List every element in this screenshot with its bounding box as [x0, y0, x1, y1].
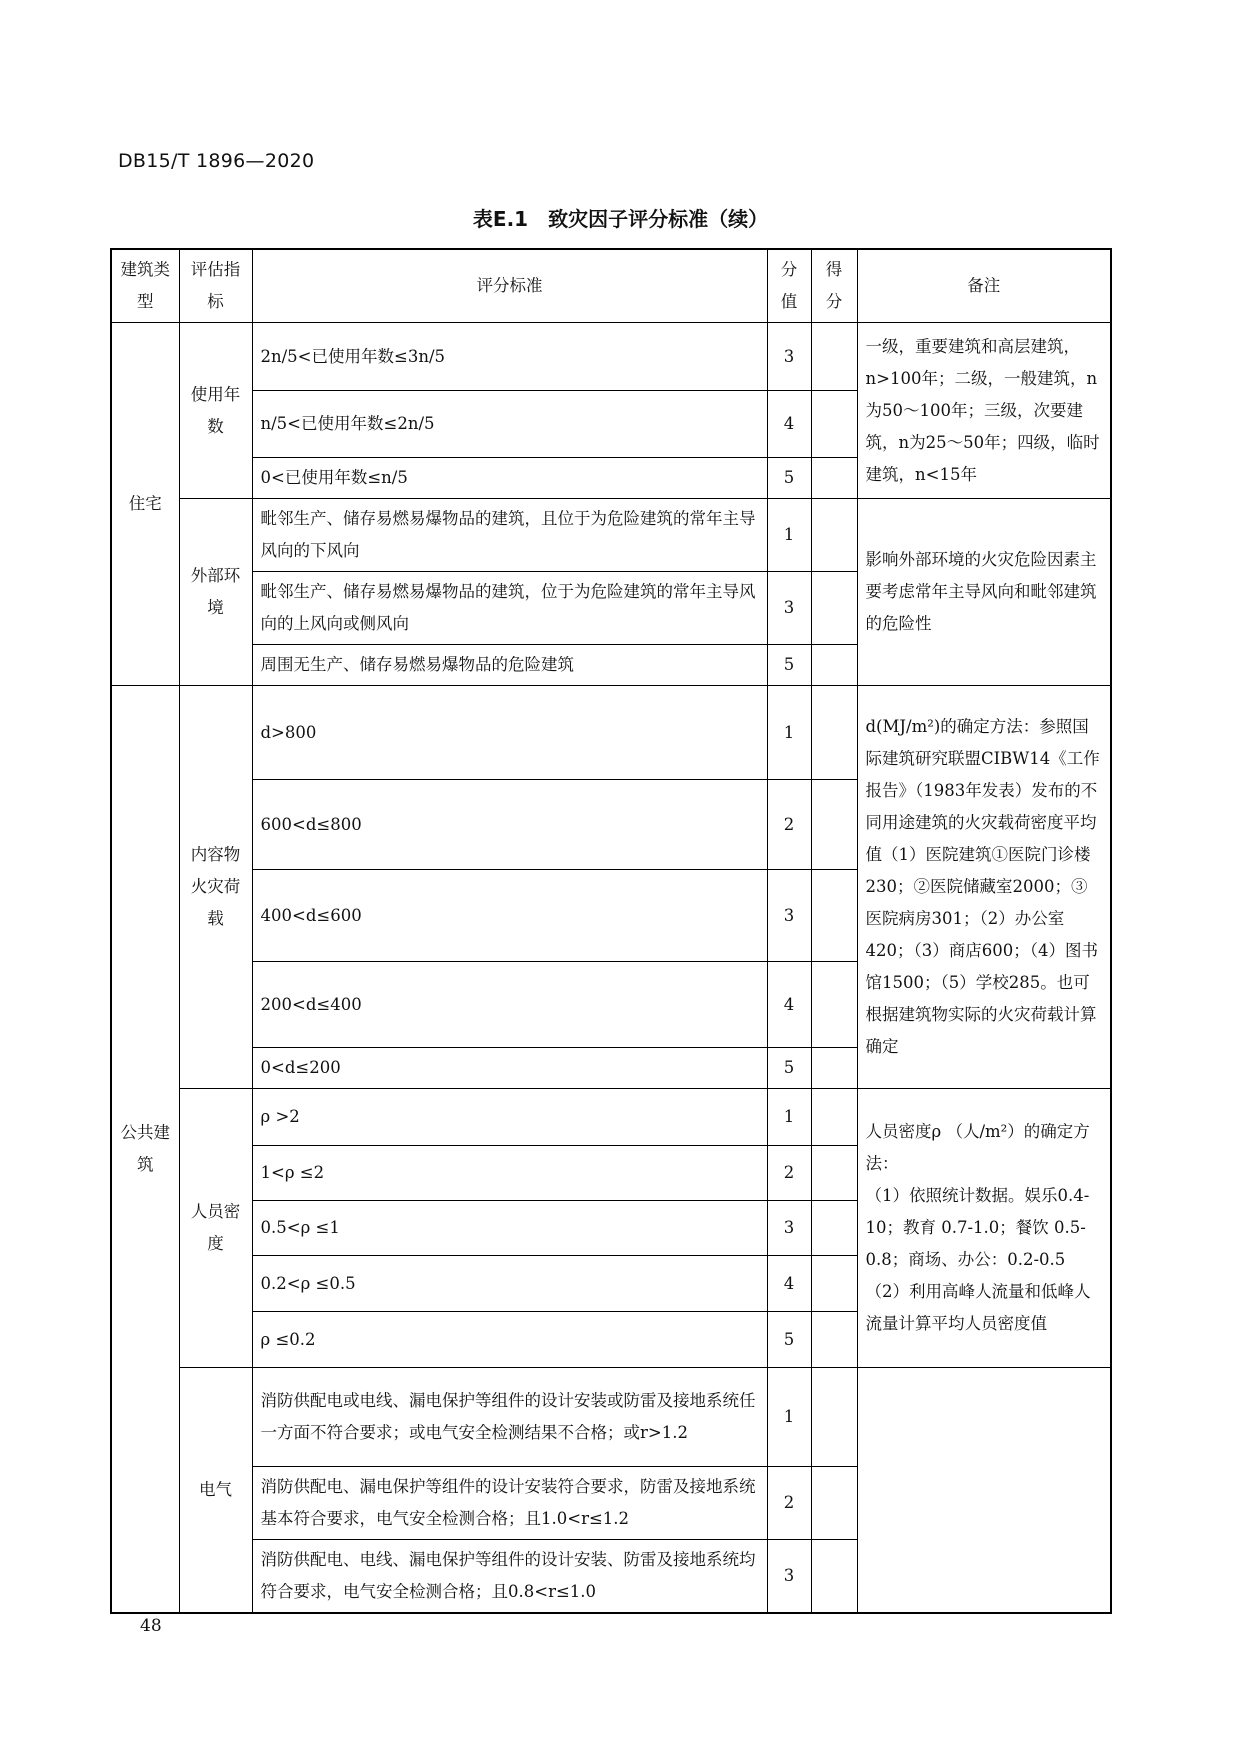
table-row	[111, 499, 1111, 572]
score-obtained-cell[interactable]	[811, 1201, 857, 1256]
remark-cell: 一级，重要建筑和高层建筑，n>100年；二级，一般建筑，n为50～100年；三级，次要建筑，n为25～50年；四级，临时建筑，n<15年	[857, 323, 1111, 499]
score-value-cell: 5	[767, 645, 811, 686]
score-value-cell: 3	[767, 870, 811, 962]
score-obtained-cell[interactable]	[811, 962, 857, 1048]
indicator-cell: 外部环境	[179, 499, 252, 686]
header-remarks: 备注	[857, 249, 1111, 323]
criteria-cell: 消防供配电、电线、漏电保护等组件的设计安装、防雷及接地系统均符合要求，电气安全检测合格；且0.8<r≤1.0	[252, 1540, 767, 1614]
document-code: DB15/T 1896—2020	[118, 150, 315, 172]
remark-line: （2）利用高峰人流量和低峰人流量计算平均人员密度值	[865, 1282, 1091, 1333]
score-obtained-cell[interactable]	[811, 1146, 857, 1201]
score-value-cell: 1	[767, 499, 811, 572]
indicator-cell: 人员密度	[179, 1089, 252, 1368]
table-row	[111, 323, 1111, 391]
table-row	[111, 686, 1111, 780]
table-title: 表E.1 致灾因子评分标准（续）	[472, 207, 769, 231]
remark-cell	[857, 1368, 1111, 1614]
criteria-cell: 消防供配电、漏电保护等组件的设计安装符合要求，防雷及接地系统基本符合要求，电气安全检测合格；且1.0<r≤1.2	[252, 1467, 767, 1540]
score-value-cell: 2	[767, 1467, 811, 1540]
table-row	[111, 1089, 1111, 1146]
score-value-cell: 5	[767, 1312, 811, 1368]
score-obtained-cell[interactable]	[811, 870, 857, 962]
score-value-cell: 3	[767, 323, 811, 391]
score-value-cell: 3	[767, 572, 811, 645]
header-indicator: 评估指标	[179, 249, 252, 323]
criteria-cell: n/5<已使用年数≤2n/5	[252, 391, 767, 458]
criteria-cell: 0<已使用年数≤n/5	[252, 458, 767, 499]
criteria-cell: 400<d≤600	[252, 870, 767, 962]
score-obtained-cell[interactable]	[811, 572, 857, 645]
remark-cell: 影响外部环境的火灾危险因素主要考虑常年主导风向和毗邻建筑的危险性	[857, 499, 1111, 686]
score-obtained-cell[interactable]	[811, 458, 857, 499]
header-row	[111, 249, 1111, 323]
remark-line: 人员密度ρ （人/m²）的确定方法：	[865, 1122, 1090, 1173]
remark-cell	[857, 1089, 1111, 1368]
score-value-cell: 5	[767, 458, 811, 499]
score-obtained-cell[interactable]	[811, 499, 857, 572]
score-obtained-cell[interactable]	[811, 645, 857, 686]
score-obtained-cell[interactable]	[811, 1368, 857, 1467]
header-score-value: 分值	[767, 249, 811, 323]
score-value-cell: 1	[767, 686, 811, 780]
score-obtained-cell[interactable]	[811, 1312, 857, 1368]
score-value-cell: 2	[767, 1146, 811, 1201]
criteria-cell: 消防供配电或电线、漏电保护等组件的设计安装或防雷及接地系统任一方面不符合要求；或电气安全检测结果不合格；或r>1.2	[252, 1368, 767, 1467]
score-obtained-cell[interactable]	[811, 1089, 857, 1146]
score-obtained-cell[interactable]	[811, 1048, 857, 1089]
building-type-cell: 公共建筑	[111, 686, 179, 1614]
score-value-cell: 3	[767, 1201, 811, 1256]
criteria-cell: 600<d≤800	[252, 780, 767, 870]
score-obtained-cell[interactable]	[811, 1467, 857, 1540]
scoring-table	[110, 248, 1112, 1614]
criteria-cell: 1<ρ ≤2	[252, 1146, 767, 1201]
criteria-cell: 毗邻生产、储存易燃易爆物品的建筑，且位于为危险建筑的常年主导风向的下风向	[252, 499, 767, 572]
score-obtained-cell[interactable]	[811, 1256, 857, 1312]
score-obtained-cell[interactable]	[811, 323, 857, 391]
score-value-cell: 1	[767, 1368, 811, 1467]
score-value-cell: 5	[767, 1048, 811, 1089]
criteria-cell: ρ >2	[252, 1089, 767, 1146]
score-value-cell: 3	[767, 1540, 811, 1614]
indicator-cell: 使用年数	[179, 323, 252, 499]
score-value-cell: 4	[767, 1256, 811, 1312]
header-criteria: 评分标准	[252, 249, 767, 323]
criteria-cell: d>800	[252, 686, 767, 780]
criteria-cell: 0.5<ρ ≤1	[252, 1201, 767, 1256]
remark-cell: d(MJ/m²)的确定方法：参照国际建筑研究联盟CIBW14《工作报告》（1983年发表）发布的不同用途建筑的火灾载荷密度平均值（1）医院建筑①医院门诊楼230；②医院储藏室2000；③医院病房301；（2）办公室420；（3）商店600；（4）图书馆1500；（5）学校285。也可根据建筑物实际的火灾荷载计算确定	[857, 686, 1111, 1089]
header-building-type: 建筑类型	[111, 249, 179, 323]
remark-line: （1）依照统计数据。娱乐0.4-10；教育 0.7-1.0；餐饮 0.5-0.8；商场、办公：0.2-0.5	[865, 1186, 1090, 1269]
criteria-cell: 0.2<ρ ≤0.5	[252, 1256, 767, 1312]
score-obtained-cell[interactable]	[811, 391, 857, 458]
criteria-cell: ρ ≤0.2	[252, 1312, 767, 1368]
page-number: 48	[140, 1616, 162, 1636]
header-score-obtained: 得分	[811, 249, 857, 323]
indicator-cell: 电气	[179, 1368, 252, 1614]
criteria-cell: 0<d≤200	[252, 1048, 767, 1089]
table-row	[111, 1368, 1111, 1467]
score-value-cell: 4	[767, 962, 811, 1048]
score-value-cell: 1	[767, 1089, 811, 1146]
building-type-cell: 住宅	[111, 323, 179, 686]
criteria-cell: 200<d≤400	[252, 962, 767, 1048]
score-value-cell: 4	[767, 391, 811, 458]
score-obtained-cell[interactable]	[811, 1540, 857, 1614]
criteria-cell: 2n/5<已使用年数≤3n/5	[252, 323, 767, 391]
criteria-cell: 毗邻生产、储存易燃易爆物品的建筑，位于为危险建筑的常年主导风向的上风向或侧风向	[252, 572, 767, 645]
criteria-cell: 周围无生产、储存易燃易爆物品的危险建筑	[252, 645, 767, 686]
score-obtained-cell[interactable]	[811, 780, 857, 870]
score-obtained-cell[interactable]	[811, 686, 857, 780]
score-value-cell: 2	[767, 780, 811, 870]
indicator-cell: 内容物火灾荷载	[179, 686, 252, 1089]
